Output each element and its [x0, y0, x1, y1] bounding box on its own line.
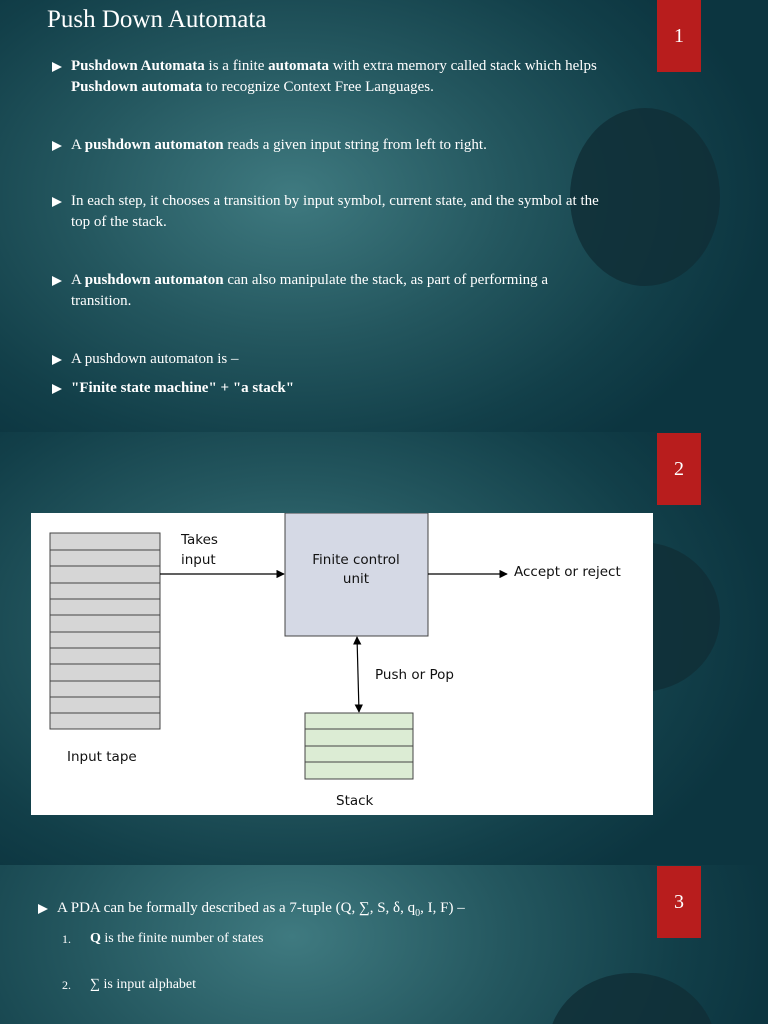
bullet-arrow-icon [52, 384, 62, 394]
stack-box [305, 713, 413, 779]
bullet-text [71, 270, 612, 312]
bullet-text [57, 898, 638, 924]
decorative-circle [548, 973, 716, 1024]
list-item [62, 977, 196, 993]
bullet-text [71, 349, 612, 370]
slide-2 [0, 432, 768, 865]
bullet-bold-text: Pushdown Automata [71, 58, 205, 74]
bullet-plain-text: A [71, 272, 85, 288]
bullet-item [52, 135, 612, 156]
slide-3 [0, 865, 768, 1024]
tuple-subscript: 0 [415, 908, 421, 919]
bullet-plain-text: with extra memory called stack which helps [328, 58, 597, 74]
bullet-arrow-icon [52, 141, 62, 151]
label-input: input [181, 552, 216, 568]
pda-diagram-svg [31, 513, 653, 815]
input-tape [50, 533, 160, 729]
slide-number-badge: 2 [657, 433, 701, 505]
list-text: ∑ is input alphabet [90, 977, 197, 992]
bullet-plain-text: to recognize Context Free Languages. [202, 79, 434, 95]
bullet-text [71, 191, 612, 233]
bullet-arrow-icon [52, 276, 62, 286]
bullet-arrow-icon [38, 904, 48, 914]
bullet-bold-text: automata [268, 58, 329, 74]
list-text: is the finite number of states [100, 931, 264, 946]
slide-title: Push Down Automata [47, 6, 267, 33]
bullet-item [52, 378, 612, 399]
bullet-item [52, 191, 612, 233]
bullet-bold-text: Pushdown automata [71, 79, 203, 95]
bullet-bold-text: pushdown automaton [84, 272, 224, 288]
list-number: 1. [62, 932, 71, 946]
bullet-arrow-icon [52, 197, 62, 207]
bullet-item [38, 898, 638, 924]
bullet-text [71, 135, 612, 156]
bullet-bold-text: pushdown automaton [84, 137, 224, 153]
bullet-plain-text: can also manipulate the stack, as part of performing a transition. [71, 272, 549, 309]
pda-diagram [31, 513, 653, 815]
slide-number-badge: 1 [657, 0, 701, 72]
bullet-arrow-icon [52, 62, 62, 72]
list-item [62, 931, 263, 947]
label-input-tape: Input tape [67, 749, 137, 765]
label-push-pop: Push or Pop [375, 667, 454, 683]
bullet-item [52, 270, 612, 312]
tuple-text-end: , I, F) – [420, 900, 465, 916]
label-unit: unit [342, 571, 370, 587]
list-number: 2. [62, 978, 71, 992]
slide-1 [0, 0, 768, 432]
bullet-plain-text: is a finite [204, 58, 269, 74]
bullet-arrow-icon [52, 355, 62, 365]
slide-number-badge: 3 [657, 866, 701, 938]
label-takes: Takes [181, 532, 218, 548]
label-finite-control: Finite control [312, 552, 400, 568]
label-accept-reject: Accept or reject [514, 564, 621, 580]
bullet-plain-text: reads a given input string from left to right. [223, 137, 487, 153]
bullet-item [52, 56, 612, 98]
bullet-item [52, 349, 612, 370]
bullet-text [71, 56, 612, 98]
label-stack: Stack [336, 793, 374, 809]
bullet-text [71, 378, 612, 399]
list-bold: Q [90, 931, 101, 946]
bullet-bold-text: "Finite state machine" + "a stack" [71, 380, 295, 396]
bullet-plain-text: A pushdown automaton is – [71, 351, 239, 367]
bullet-plain-text: In each step, it chooses a transition by input symbol, current state, and the symbol at the top of the stack. [71, 193, 599, 230]
push-pop-arrow [357, 637, 359, 712]
tuple-text: A PDA can be formally described as a 7-tuple (Q, ∑, S, δ, q [57, 900, 416, 916]
bullet-plain-text: A [71, 137, 85, 153]
